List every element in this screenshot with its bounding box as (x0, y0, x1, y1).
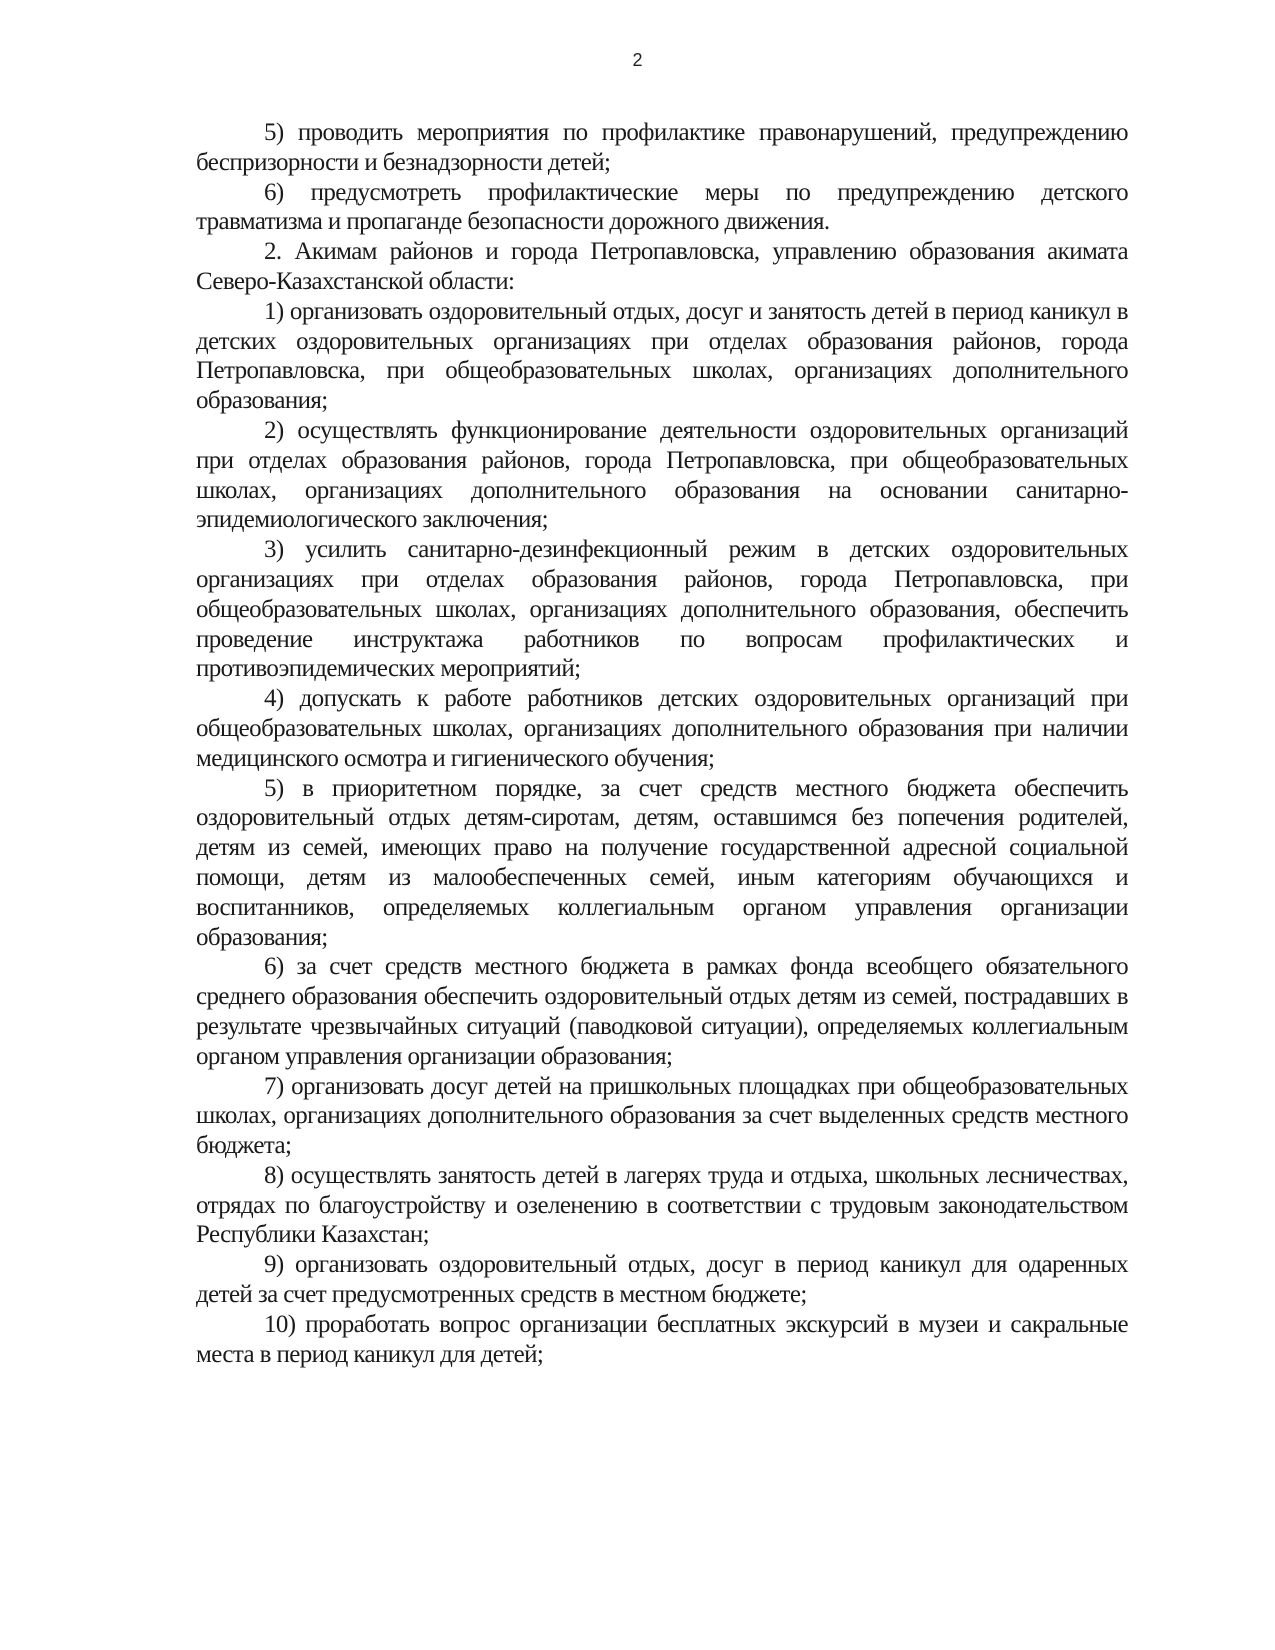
paragraph-item-6-traffic-safety (196, 178, 1128, 238)
document-body (196, 118, 1128, 1369)
paragraph-text: проработать вопрос организации бесплатных экскурсий в музеи и сакральные места в период каникул для детей; (196, 1310, 1129, 1368)
item-number: 7) (264, 1072, 284, 1100)
paragraph-text: Акимам районов и города Петропавловска, управлению образования акимата Северо-Казахстанской области: (196, 238, 1128, 295)
paragraph-item-6-emergency (196, 952, 1128, 1071)
item-number: 3) (264, 536, 284, 564)
paragraph-item-2-functioning (196, 416, 1128, 535)
paragraph-item-5-priority (196, 774, 1128, 953)
paragraph-text: предусмотреть профилактические меры по предупреждению детского травматизма и пропаганде безопасности дорожного движения. (196, 178, 1128, 236)
paragraph-text: организовать оздоровительный отдых, досуг в период каникул для одаренных детей за счет предусмотренных средств в местном бюджете; (196, 1251, 1129, 1309)
item-number: 10) (264, 1310, 296, 1338)
item-number: 4) (264, 685, 284, 713)
page-number: 2 (632, 50, 643, 70)
item-number: 9) (264, 1251, 284, 1279)
paragraph-text: проводить мероприятия по профилактике правонарушений, предупреждению беспризорности и безнадзорности детей; (196, 119, 1128, 176)
item-number: 5) (264, 119, 284, 146)
paragraph-item-8-labor-camps (196, 1161, 1128, 1250)
item-number: 6) (264, 953, 284, 981)
paragraph-text: осуществлять функционирование деятельности оздоровительных организаций при отделах образования районов, города Петропавловска, при общеобразовательных школах, организациях дополнительного образования на основании санитарно-эпидемиологического заключения; (196, 416, 1128, 534)
item-number: 1) (264, 297, 284, 325)
paragraph-item-7-playgrounds (196, 1072, 1128, 1161)
section-number: 2. (264, 238, 282, 266)
paragraph-item-10-excursions (196, 1310, 1128, 1370)
paragraph-item-9-gifted (196, 1250, 1128, 1310)
paragraph-item-1-organize-rest (196, 297, 1128, 416)
paragraph-item-5-prevention (196, 118, 1128, 178)
paragraph-text: осуществлять занятость детей в лагерях труда и отдыха, школьных лесничествах, отрядах по благоустройству и озеленению в соответствии с трудовым законодательством Республики Казахстан; (196, 1161, 1128, 1249)
paragraph-text: усилить санитарно-дезинфекционный режим в детских оздоровительных организациях при отделах образования районов, города Петропавловска, при общеобразовательных школах, организациях дополнительного образования, обеспечить проведение инструктажа работников по вопросам профилактических и противоэпидемических мероприятий; (196, 536, 1128, 683)
paragraph-text: допускать к работе работников детских оздоровительных организаций при общеобразовательных школах, организациях дополнительного образования при наличии медицинского осмотра и гигиенического обучения; (196, 685, 1129, 772)
paragraph-text: организовать оздоровительный отдых, досуг и занятость детей в период каникул в детских оздоровительных организациях при отделах образования районов, города Петропавловска, при общеобразовательных школах, организациях дополнительного образования; (196, 297, 1128, 415)
item-number: 5) (264, 774, 284, 802)
paragraph-text: за счет средств местного бюджета в рамках фонда всеобщего обязательного среднего образования обеспечить оздоровительный отдых детям из семей, пострадавших в результате чрезвычайных ситуаций (паводковой ситуации), определяемых коллегиальным органом управления организации образования; (196, 953, 1128, 1070)
paragraph-item-3-sanitary (196, 535, 1128, 684)
item-number: 6) (264, 178, 284, 206)
item-number: 8) (264, 1161, 284, 1189)
paragraph-item-4-staff-admission (196, 684, 1128, 773)
paragraph-text: организовать досуг детей на пришкольных площадках при общеобразовательных школах, организациях дополнительного образования за счет выделенных средств местного бюджета; (196, 1072, 1128, 1160)
paragraph-section-2-akims (196, 237, 1128, 297)
item-number: 2) (264, 416, 284, 444)
paragraph-text: в приоритетном порядке, за счет средств местного бюджета обеспечить оздоровительный отдых детям-сиротам, детям, оставшимся без попечения родителей, детям из семей, имеющих право на получение государственной адресной социальной помощи, детям из малообеспеченных семей, иным категориям обучающихся и воспитанников, определяемых коллегиальным органом управления организации образования; (196, 774, 1128, 951)
